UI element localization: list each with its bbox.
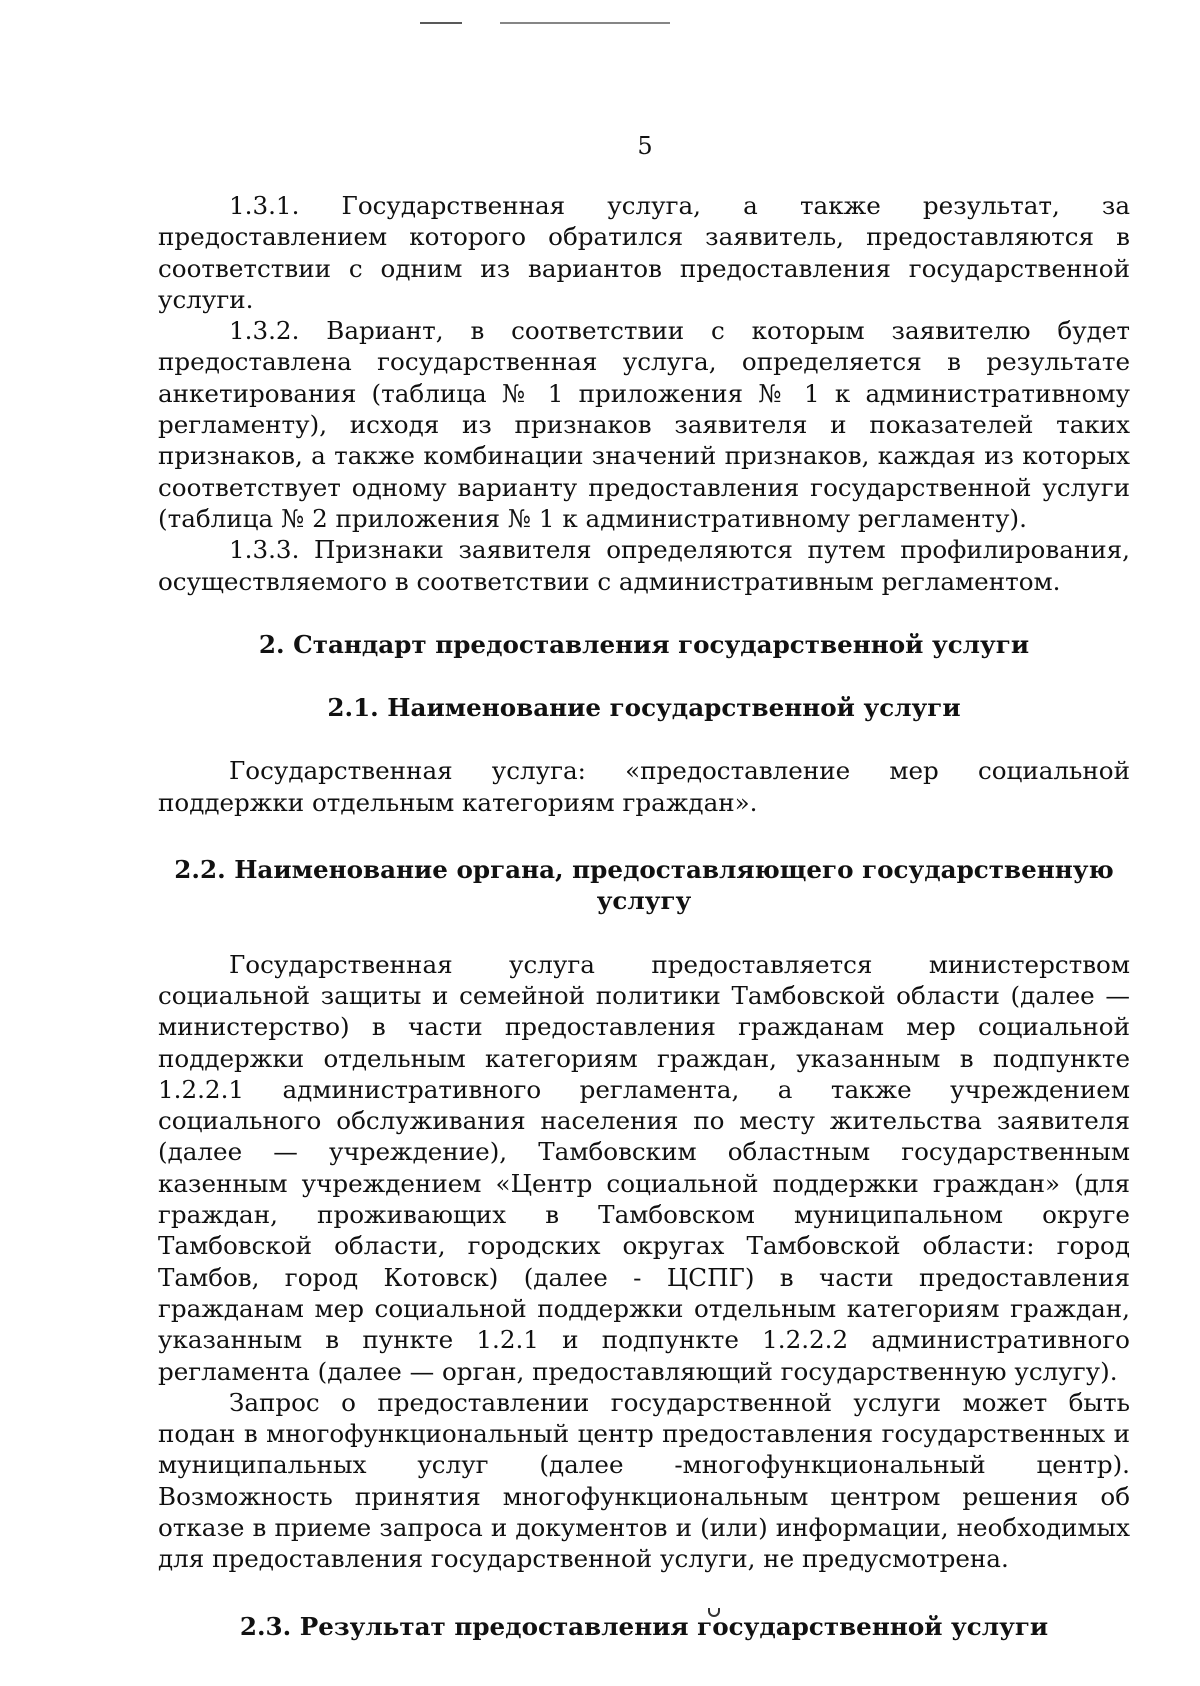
scan-artifact-top-right (500, 22, 670, 24)
document-body (158, 190, 1130, 1642)
section-2-1-heading: 2.1. Наименование государственной услуги (327, 693, 961, 723)
paragraph-1-3-2: 1.3.2. Вариант, в соответствии с которым заявителю будет предоставлена государственная услуга, определяется в результате анкетирования (таблица № 1 приложения № 1 к административному регламенту), исходя из признаков заявителя и показателей таких признаков, а также комбинации значений признаков, каждая из которых соответствует одному варианту предоставления государственной услуги (таблица № 2 приложения № 1 к административному регламенту). (158, 316, 1130, 533)
section-2-2-paragraph-1: Государственная услуга предоставляется министерством социальной защиты и семейной политики Тамбовской области (далее — министерство) в части предоставления гражданам мер социальной поддержки отдельным категориям граждан, указанным в подпункте 1.2.2.1 административного регламента, а также учреждением социального обслуживания населения по месту жительства заявителя (далее — учреждение), Тамбовским областным государственным казенным учреждением «Центр социальной поддержки граждан» (для граждан, проживающих в Тамбовском муниципальном округе Тамбовской области, городских округах Тамбовской области: город Тамбов, город Котовск) (далее - ЦСПГ) в части предоставления гражданам мер социальной поддержки отдельным категориям граждан, указанным в пункте 1.2.1 и подпункте 1.2.2.2 административного регламента (далее — орган, предоставляющий государственную услугу). (158, 949, 1130, 1386)
paragraph-1-3-3: 1.3.3. Признаки заявителя определяются путем профилирования, осуществляемого в соответствии с административным регламентом. (158, 535, 1130, 596)
section-2-2-heading: 2.2. Наименование органа, предоставляющего государственную услугу (174, 855, 1114, 916)
section-2-3-heading: 2.3. Результат предоставления государственной услуги (239, 1611, 1049, 1641)
section-2-heading: 2. Стандарт предоставления государственной услуги (258, 629, 1030, 659)
section-2-2-paragraph-2: Запрос о предоставлении государственной услуги может быть подан в многофункциональный центр предоставления государственных и муниципальных услуг (далее -многофункциональный центр). Возможность принятия многофункциональным центром решения об отказе в приеме запроса и документов и (или) информации, необходимых для предоставления государственной услуги, не предусмотрена. (158, 1387, 1130, 1574)
section-2-1-text: Государственная услуга: «предоставление мер социальной поддержки отдельным категориям граждан». (158, 756, 1130, 817)
page-number: 5 (637, 132, 653, 160)
scan-artifact-top-left (420, 22, 462, 24)
paragraph-1-3-1: 1.3.1. Государственная услуга, а также результат, за предоставлением которого обратился заявитель, предоставляются в соответствии с одним из вариантов предоставления государственной услуги. (158, 191, 1130, 314)
